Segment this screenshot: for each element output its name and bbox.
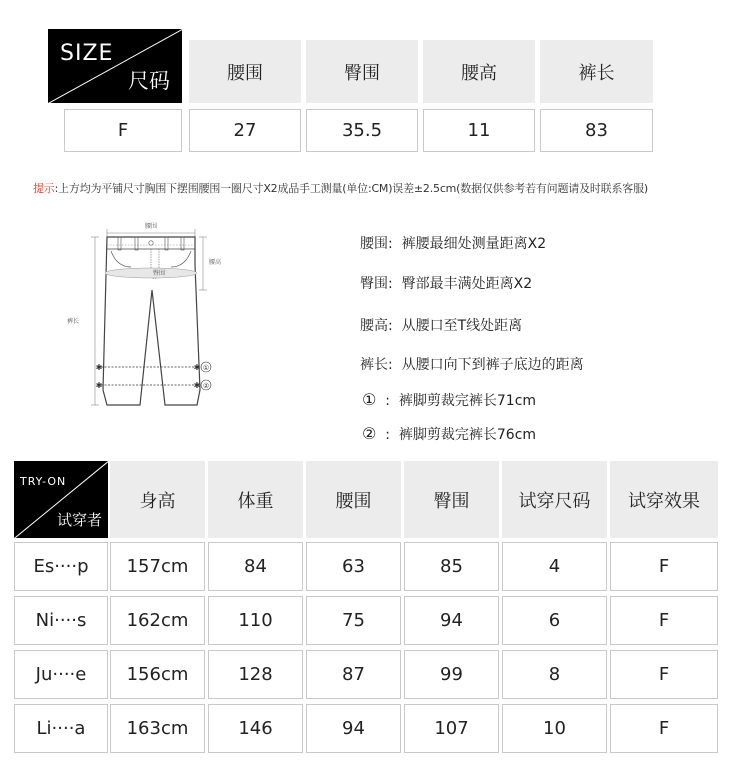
legend-rise: 腰高: 从腰口至T线处距离 bbox=[360, 318, 523, 334]
diagram-marker-1: ① bbox=[202, 364, 210, 372]
tryon-cell: F bbox=[610, 704, 718, 753]
tryon-cell: 75 bbox=[306, 596, 401, 645]
tryon-tester-label: 试穿者 bbox=[56, 511, 102, 529]
tryon-row-name: Ju····e bbox=[14, 650, 108, 699]
tryon-cell: 87 bbox=[306, 650, 401, 699]
legend-text: 裤腰最细处测量距离X2 bbox=[401, 236, 547, 252]
size-value-rise: 11 bbox=[423, 109, 535, 152]
size-unit-label: 尺码 bbox=[128, 69, 170, 93]
tryon-cell: 6 bbox=[502, 596, 607, 645]
legend-cut-2: ② : 裤脚剪裁完裤长76cm bbox=[362, 424, 537, 443]
svg-text:✱: ✱ bbox=[95, 363, 103, 372]
size-value-waist: 27 bbox=[189, 109, 301, 152]
pants-diagram bbox=[55, 215, 295, 415]
tryon-cell: F bbox=[610, 650, 718, 699]
size-row-size: F bbox=[64, 109, 182, 152]
diagram-waist-label: 腰围 bbox=[144, 223, 158, 230]
size-value-hip: 35.5 bbox=[306, 109, 418, 152]
diagram-length-label: 裤长 bbox=[67, 318, 80, 325]
legend-key: ② bbox=[362, 424, 377, 443]
legend-key: 臀围 bbox=[360, 276, 388, 292]
tryon-row-name: Ni····s bbox=[14, 596, 108, 645]
tryon-header-weight: 体重 bbox=[208, 461, 303, 538]
tryon-cell: 156cm bbox=[110, 650, 205, 699]
svg-text:✱: ✱ bbox=[95, 381, 103, 390]
tryon-header-size: 试穿尺码 bbox=[502, 461, 607, 538]
tryon-header-height: 身高 bbox=[110, 461, 205, 538]
size-corner-label: SIZE bbox=[60, 41, 114, 66]
legend-cut-1: ① : 裤脚剪裁完裤长71cm bbox=[362, 390, 537, 409]
tryon-cell: 8 bbox=[502, 650, 607, 699]
size-header-waist: 腰围 bbox=[189, 40, 301, 103]
tryon-corner-label: TRY-ON bbox=[20, 475, 67, 488]
diagram-rise-label: 腰高 bbox=[209, 259, 222, 266]
tryon-cell: 99 bbox=[404, 650, 499, 699]
tryon-header-hip: 臀围 bbox=[404, 461, 499, 538]
measurement-note bbox=[33, 180, 648, 196]
tryon-cell: 85 bbox=[404, 542, 499, 591]
tryon-cell: 128 bbox=[208, 650, 303, 699]
size-header-hip: 臀围 bbox=[306, 40, 418, 103]
legend-text: 从腰口至T线处距离 bbox=[401, 318, 523, 334]
tryon-corner-header bbox=[14, 461, 108, 538]
tryon-header-waist: 腰围 bbox=[306, 461, 401, 538]
note-prefix: 提示 bbox=[33, 182, 55, 195]
tryon-cell: F bbox=[610, 596, 718, 645]
diagram-hip-label: 臀围 bbox=[152, 270, 166, 277]
tryon-cell: 63 bbox=[306, 542, 401, 591]
legend-waist: 腰围: 裤腰最细处测量距离X2 bbox=[360, 236, 547, 252]
tryon-cell: 107 bbox=[404, 704, 499, 753]
size-value-length: 83 bbox=[540, 109, 653, 152]
legend-key: 腰高 bbox=[360, 318, 388, 334]
tryon-header-fit: 试穿效果 bbox=[610, 461, 718, 538]
tryon-row-name: Li····a bbox=[14, 704, 108, 753]
tryon-cell: 110 bbox=[208, 596, 303, 645]
svg-text:✱: ✱ bbox=[193, 381, 201, 390]
diagram-marker-2: ② bbox=[202, 382, 210, 390]
tryon-cell: 94 bbox=[306, 704, 401, 753]
tryon-cell: 10 bbox=[502, 704, 607, 753]
tryon-cell: 162cm bbox=[110, 596, 205, 645]
legend-text: 臀部最丰满处距离X2 bbox=[401, 276, 533, 292]
legend-key: 腰围 bbox=[360, 236, 388, 252]
tryon-cell: 146 bbox=[208, 704, 303, 753]
legend-key: ① bbox=[362, 390, 377, 409]
tryon-cell: 84 bbox=[208, 542, 303, 591]
legend-text: 裤脚剪裁完裤长71cm bbox=[398, 393, 537, 409]
size-corner-header bbox=[48, 29, 182, 103]
tryon-cell: F bbox=[610, 542, 718, 591]
size-header-rise: 腰高 bbox=[423, 40, 535, 103]
legend-length: 裤长: 从腰口向下到裤子底边的距离 bbox=[360, 357, 584, 373]
size-header-length: 裤长 bbox=[540, 40, 653, 103]
note-text: :上方均为平铺尺寸胸围下摆围腰围一圈尺寸X2成品手工测量(单位:CM)误差±2.5cm(数据仅供参考若有问题请及时联系客服) bbox=[54, 182, 648, 195]
legend-text: 裤脚剪裁完裤长76cm bbox=[398, 427, 537, 443]
svg-text:✱: ✱ bbox=[193, 363, 201, 372]
tryon-cell: 4 bbox=[502, 542, 607, 591]
tryon-cell: 94 bbox=[404, 596, 499, 645]
tryon-cell: 163cm bbox=[110, 704, 205, 753]
tryon-cell: 157cm bbox=[110, 542, 205, 591]
tryon-row-name: Es····p bbox=[14, 542, 108, 591]
legend-hip: 臀围: 臀部最丰满处距离X2 bbox=[360, 276, 533, 292]
legend-text: 从腰口向下到裤子底边的距离 bbox=[401, 357, 584, 373]
legend-key: 裤长 bbox=[360, 357, 388, 373]
